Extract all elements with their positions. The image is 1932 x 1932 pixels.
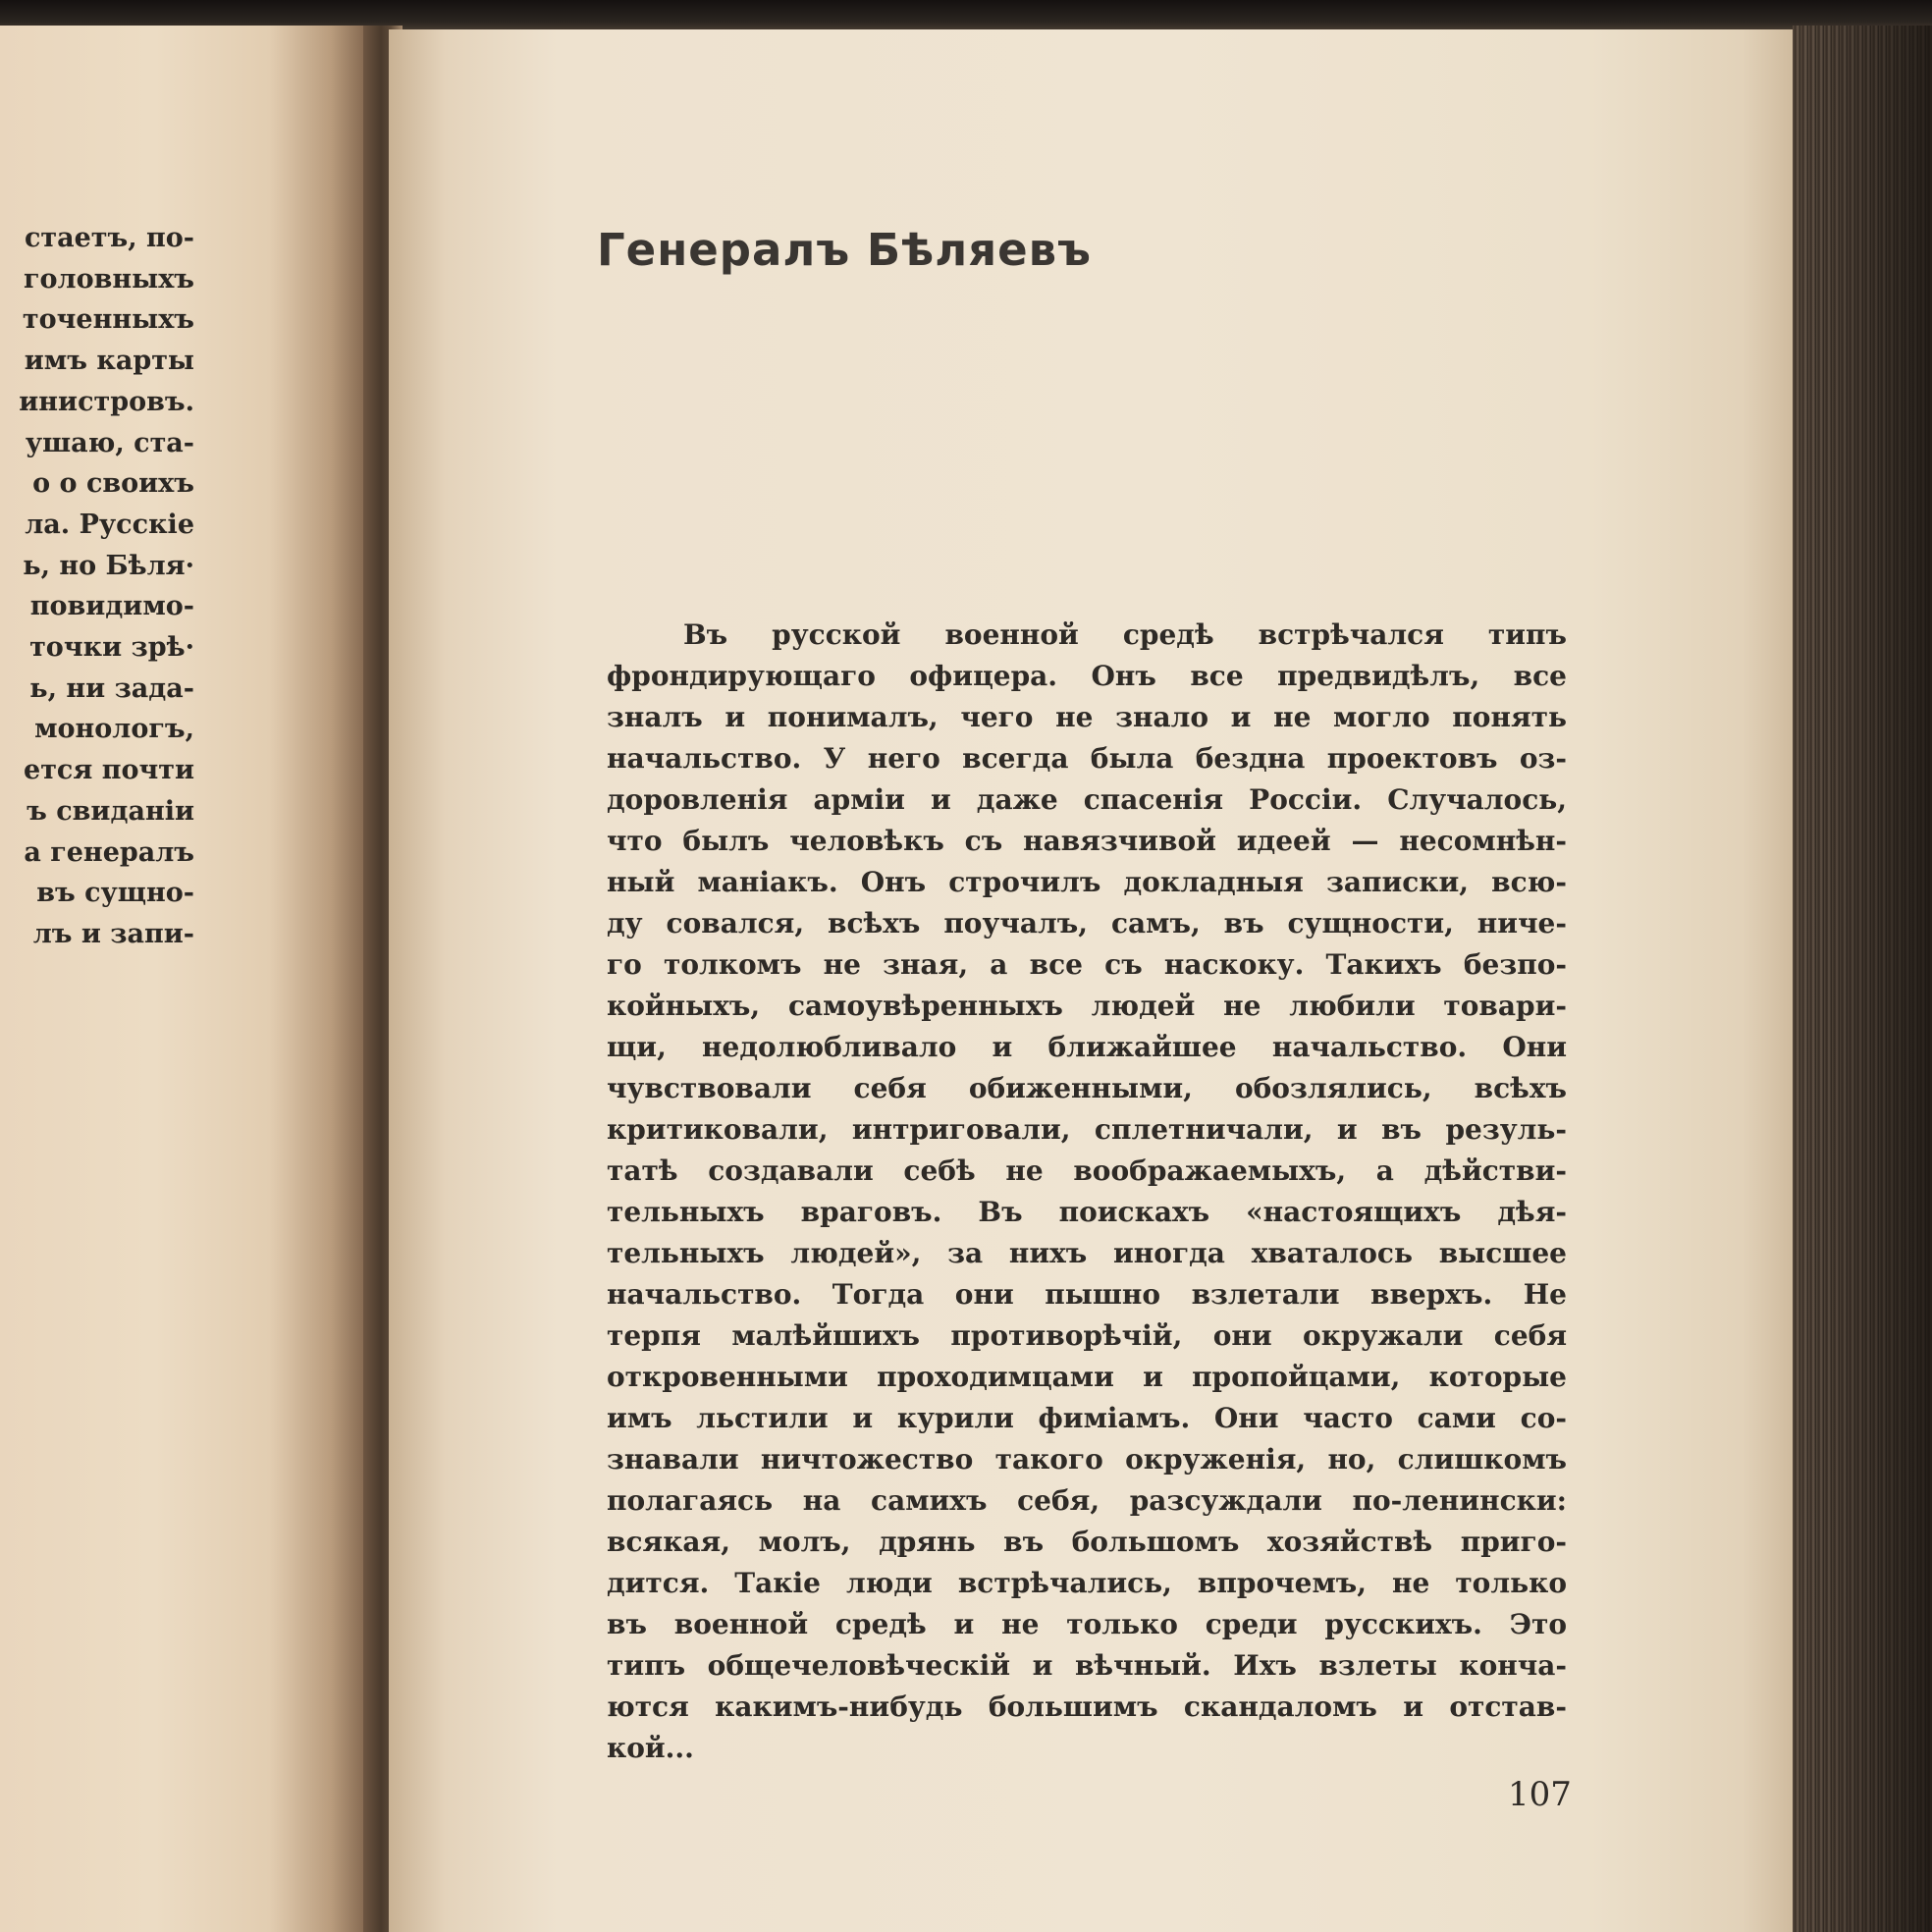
left-text-line: а генералъ — [24, 836, 194, 868]
body-text-line: полагаясь на самихъ себя, разсуждали по-ленински: — [607, 1484, 1567, 1517]
left-text-line: ь, но Бѣля· — [23, 550, 194, 581]
body-text-line: знавали ничтожество такого окруженія, но, слишкомъ — [607, 1443, 1567, 1476]
right-page — [389, 29, 1798, 1932]
left-text-line: ушаю, ста- — [25, 427, 194, 458]
body-text-line: го толкомъ не зная, а все съ наскоку. Такихъ безпо- — [607, 948, 1567, 981]
left-text-line: ется почти — [24, 755, 194, 786]
body-text-line: что былъ человѣкъ съ навязчивой идеей — несомнѣн- — [607, 825, 1567, 857]
left-text-line: въ сущно- — [36, 878, 194, 909]
chapter-title: Генералъ Бѣляевъ — [597, 224, 1092, 276]
body-text-line: щи, недолюбливало и ближайшее начальство. Они — [607, 1031, 1567, 1063]
body-text-line: въ военной средѣ и не только среди русскихъ. Это — [607, 1608, 1567, 1640]
body-text-line: всякая, молъ, дрянь въ большомъ хозяйствѣ приго- — [607, 1526, 1567, 1558]
left-text-line: монологъ, — [34, 714, 194, 745]
left-text-line: ла. Русскіе — [25, 509, 194, 540]
left-text-line: стаетъ, по- — [24, 223, 194, 253]
body-text-line: зналъ и понималъ, чего не знало и не могло понять — [607, 701, 1567, 733]
body-text-line: терпя малѣйшихъ противорѣчій, они окружали себя — [607, 1319, 1567, 1352]
body-text-line: начальство. Тогда они пышно взлетали вверхъ. Не — [607, 1278, 1567, 1311]
body-text-line: имъ льстили и курили фиміамъ. Они часто сами со- — [607, 1402, 1567, 1434]
left-text-line: повидимо- — [29, 591, 194, 622]
left-text-line: точенныхъ — [22, 304, 194, 336]
body-text-line: чувствовали себя обиженными, обозлялись, всѣхъ — [607, 1072, 1567, 1104]
body-text-line: откровенными проходимцами и пропойцами, которые — [607, 1361, 1567, 1393]
left-page-text — [0, 218, 194, 955]
body-text-line: дится. Такіе люди встрѣчались, впрочемъ, не только — [607, 1567, 1567, 1599]
left-text-line: о о своихъ — [32, 468, 194, 500]
left-text-line: точки зрѣ· — [29, 632, 194, 664]
left-text-line: ь, ни зада- — [29, 672, 194, 704]
left-text-line: инистровъ. — [19, 386, 194, 417]
body-text-line: койныхъ, самоувѣренныхъ людей не любили товари- — [607, 990, 1567, 1022]
left-text-line: лъ и запи- — [32, 918, 194, 949]
body-text-line: доровленія арміи и даже спасенія Россіи. Случалось, — [607, 783, 1567, 816]
left-text-line: головныхъ — [24, 263, 194, 295]
body-text-line: татѣ создавали себѣ не воображаемыхъ, а дѣйстви- — [607, 1154, 1567, 1187]
left-text-line: ъ свиданіи — [27, 795, 194, 827]
body-text-line: фрондирующаго офицера. Онъ все предвидѣлъ, все — [607, 660, 1567, 692]
body-text-line: типъ общечеловѣческій и вѣчный. Ихъ взлеты конча- — [607, 1649, 1567, 1682]
body-text-line: ются какимъ-нибудь большимъ скандаломъ и отстав- — [607, 1690, 1567, 1723]
body-text-line: начальство. У него всегда была бездна проектовъ оз- — [607, 742, 1567, 775]
left-text-line: имъ карты — [24, 346, 194, 377]
body-text-line: ду совался, всѣхъ поучалъ, самъ, въ сущности, ниче- — [607, 907, 1567, 939]
body-text-line: Въ русской военной средѣ встрѣчался типъ — [683, 618, 1567, 651]
body-text-line: кой... — [607, 1732, 694, 1764]
body-text-line: тельныхъ людей», за нихъ иногда хваталось высшее — [607, 1237, 1567, 1269]
body-text-line: критиковали, интриговали, сплетничали, и въ резуль- — [607, 1113, 1567, 1146]
body-text-line: тельныхъ враговъ. Въ поискахъ «настоящихъ дѣя- — [607, 1196, 1567, 1228]
left-page — [0, 26, 385, 1932]
page-stack-shadow — [1793, 26, 1932, 1932]
body-text-line: ный маніакъ. Онъ строчилъ докладныя записки, всю- — [607, 866, 1567, 898]
page-number: 107 — [1508, 1775, 1572, 1814]
chapter-body-text — [607, 615, 1567, 1769]
